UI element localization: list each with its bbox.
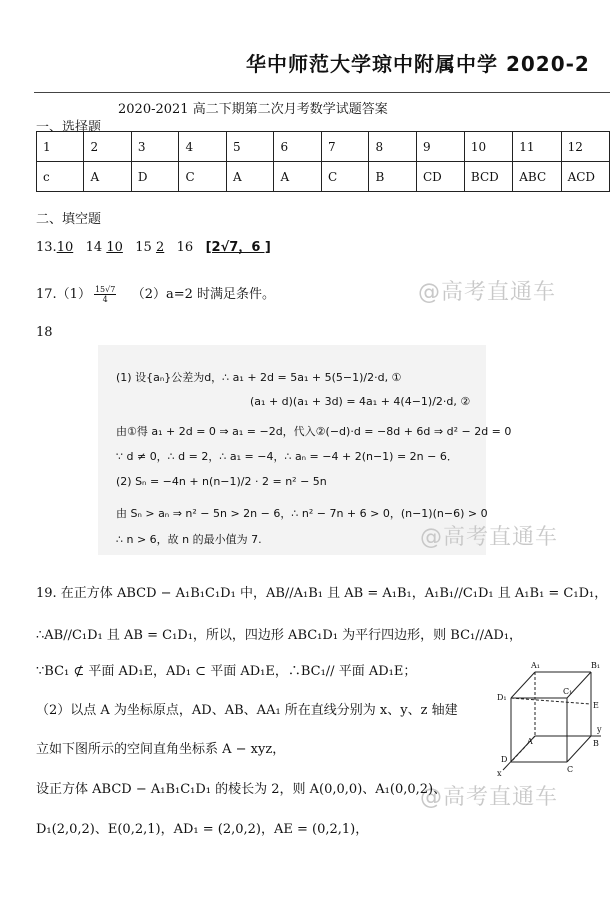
q14-label: 14 — [85, 240, 103, 255]
table-cell: c — [37, 162, 84, 192]
table-cell: 4 — [179, 132, 227, 162]
q17-answer — [36, 283, 275, 304]
q18-line: (a₁ + d)(a₁ + 3d) = 4a₁ + 4(4−1)/2·d, ② — [250, 395, 471, 408]
q18-line: (2) Sₙ = −4n + n(n−1)/2 · 2 = n² − 5n — [116, 475, 327, 488]
q17-part2: （2）a=2 时满足条件。 — [131, 287, 276, 302]
table-cell: C — [321, 162, 369, 192]
q19-line: 设正方体 ABCD − A₁B₁C₁D₁ 的棱长为 2，则 A(0,0,0)、A₁(0,0,2)、 — [36, 782, 447, 797]
fill-in-answers — [36, 236, 271, 255]
q14-answer: 10 — [106, 240, 123, 255]
table-cell: 3 — [131, 132, 179, 162]
cube-label: A₁ — [531, 661, 540, 670]
q16-answer: [2√7，6 ] — [205, 240, 271, 255]
q17-numerator: 15√7 — [94, 285, 116, 294]
table-cell: 9 — [416, 132, 464, 162]
table-row-numbers — [37, 132, 610, 162]
cube-label: E — [593, 701, 599, 710]
table-cell: 12 — [561, 132, 609, 162]
table-cell: D — [131, 162, 179, 192]
q16-label: 16 — [176, 240, 194, 255]
q19-line: D₁(2,0,2)、E(0,2,1)，AD₁ = (2,0,2)，AE = (0,2,1)， — [36, 822, 369, 837]
cube-label: B — [593, 739, 599, 748]
q18-line: ∵ d ≠ 0，∴ d = 2，∴ a₁ = −4，∴ aₙ = −4 + 2(n−1) = 2n − 6． — [116, 450, 458, 463]
watermark: @高考直通车 — [418, 280, 557, 305]
cube-label: y — [597, 725, 602, 734]
q17-fraction — [94, 285, 116, 304]
table-cell: 10 — [464, 132, 512, 162]
table-cell: 11 — [513, 132, 561, 162]
table-row-answers — [37, 162, 610, 192]
table-cell: C — [179, 162, 227, 192]
q19-line: 立如下图所示的空间直角坐标系 A − xyz， — [36, 742, 286, 757]
table-cell: 8 — [369, 132, 417, 162]
q13-label: 13. — [36, 240, 57, 255]
q17-prefix: 17.（1） — [36, 287, 91, 302]
school-header: 华中师范大学琼中附属中学 2020-2 — [246, 52, 590, 76]
section-1-title: 一、选择题 — [36, 120, 102, 135]
q13-answer: 10 — [56, 240, 74, 255]
cube-diagram — [493, 658, 605, 778]
watermark: @高考直通车 — [420, 785, 559, 810]
q18-line: 由①得 a₁ + 2d = 0 ⇒ a₁ = −2d，代入②(−d)·d = −8d + 6d ⇒ d² − 2d = 0 — [116, 425, 512, 438]
q18-label: 18 — [36, 325, 53, 340]
table-cell: 6 — [274, 132, 321, 162]
q19-line: ∵BC₁ ⊄ 平面 AD₁E，AD₁ ⊂ 平面 AD₁E，∴BC₁// 平面 AD₁E； — [36, 664, 417, 679]
table-cell: ABC — [513, 162, 561, 192]
cube-label: B₁ — [591, 661, 601, 670]
section-2-title: 二、填空题 — [36, 212, 102, 227]
q18-line: 由 Sₙ > aₙ ⇒ n² − 5n > 2n − 6，∴ n² − 7n + 6 > 0，(n−1)(n−6) > 0 — [116, 507, 488, 520]
cube-label: D — [501, 755, 508, 764]
cube-label: D₁ — [497, 693, 507, 702]
cube-label: C — [567, 765, 574, 774]
table-cell: 7 — [321, 132, 369, 162]
q18-line: (1) 设{aₙ}公差为d，∴ a₁ + 2d = 5a₁ + 5(5−1)/2·d, ① — [116, 371, 402, 384]
q15-answer: 2 — [155, 240, 165, 255]
cube-label: C₁ — [563, 687, 573, 696]
table-cell: 2 — [84, 132, 131, 162]
table-cell: 5 — [226, 132, 273, 162]
watermark: @高考直通车 — [420, 525, 559, 550]
table-cell: 1 — [37, 132, 84, 162]
q19-line: （2）以点 A 为坐标原点，AD、AB、AA₁ 所在直线分别为 x、y、z 轴建 — [36, 703, 458, 718]
table-cell: A — [274, 162, 321, 192]
q15-label: 15 — [135, 240, 152, 255]
document-title: 2020-2021 高二下期第二次月考数学试题答案 — [118, 102, 388, 117]
q19-line: 19. 在正方体 ABCD − A₁B₁C₁D₁ 中，AB//A₁B₁ 且 AB = A₁B₁，A₁B₁//C₁D₁ 且 A₁B₁ = C₁D₁， — [36, 586, 608, 601]
table-cell: BCD — [464, 162, 512, 192]
q17-denominator: 4 — [102, 295, 108, 304]
q18-line: ∴ n > 6，故 n 的最小值为 7. — [116, 533, 262, 546]
answer-table — [36, 131, 610, 192]
table-cell: A — [84, 162, 131, 192]
table-cell: CD — [416, 162, 464, 192]
table-cell: ACD — [561, 162, 609, 192]
cube-label: x — [497, 769, 502, 778]
table-cell: B — [369, 162, 417, 192]
q19-line: ∴AB//C₁D₁ 且 AB = C₁D₁，所以，四边形 ABC₁D₁ 为平行四边形，则 BC₁//AD₁， — [36, 628, 523, 643]
header-rule — [34, 92, 610, 93]
table-cell: A — [226, 162, 273, 192]
cube-label: A — [527, 737, 533, 746]
